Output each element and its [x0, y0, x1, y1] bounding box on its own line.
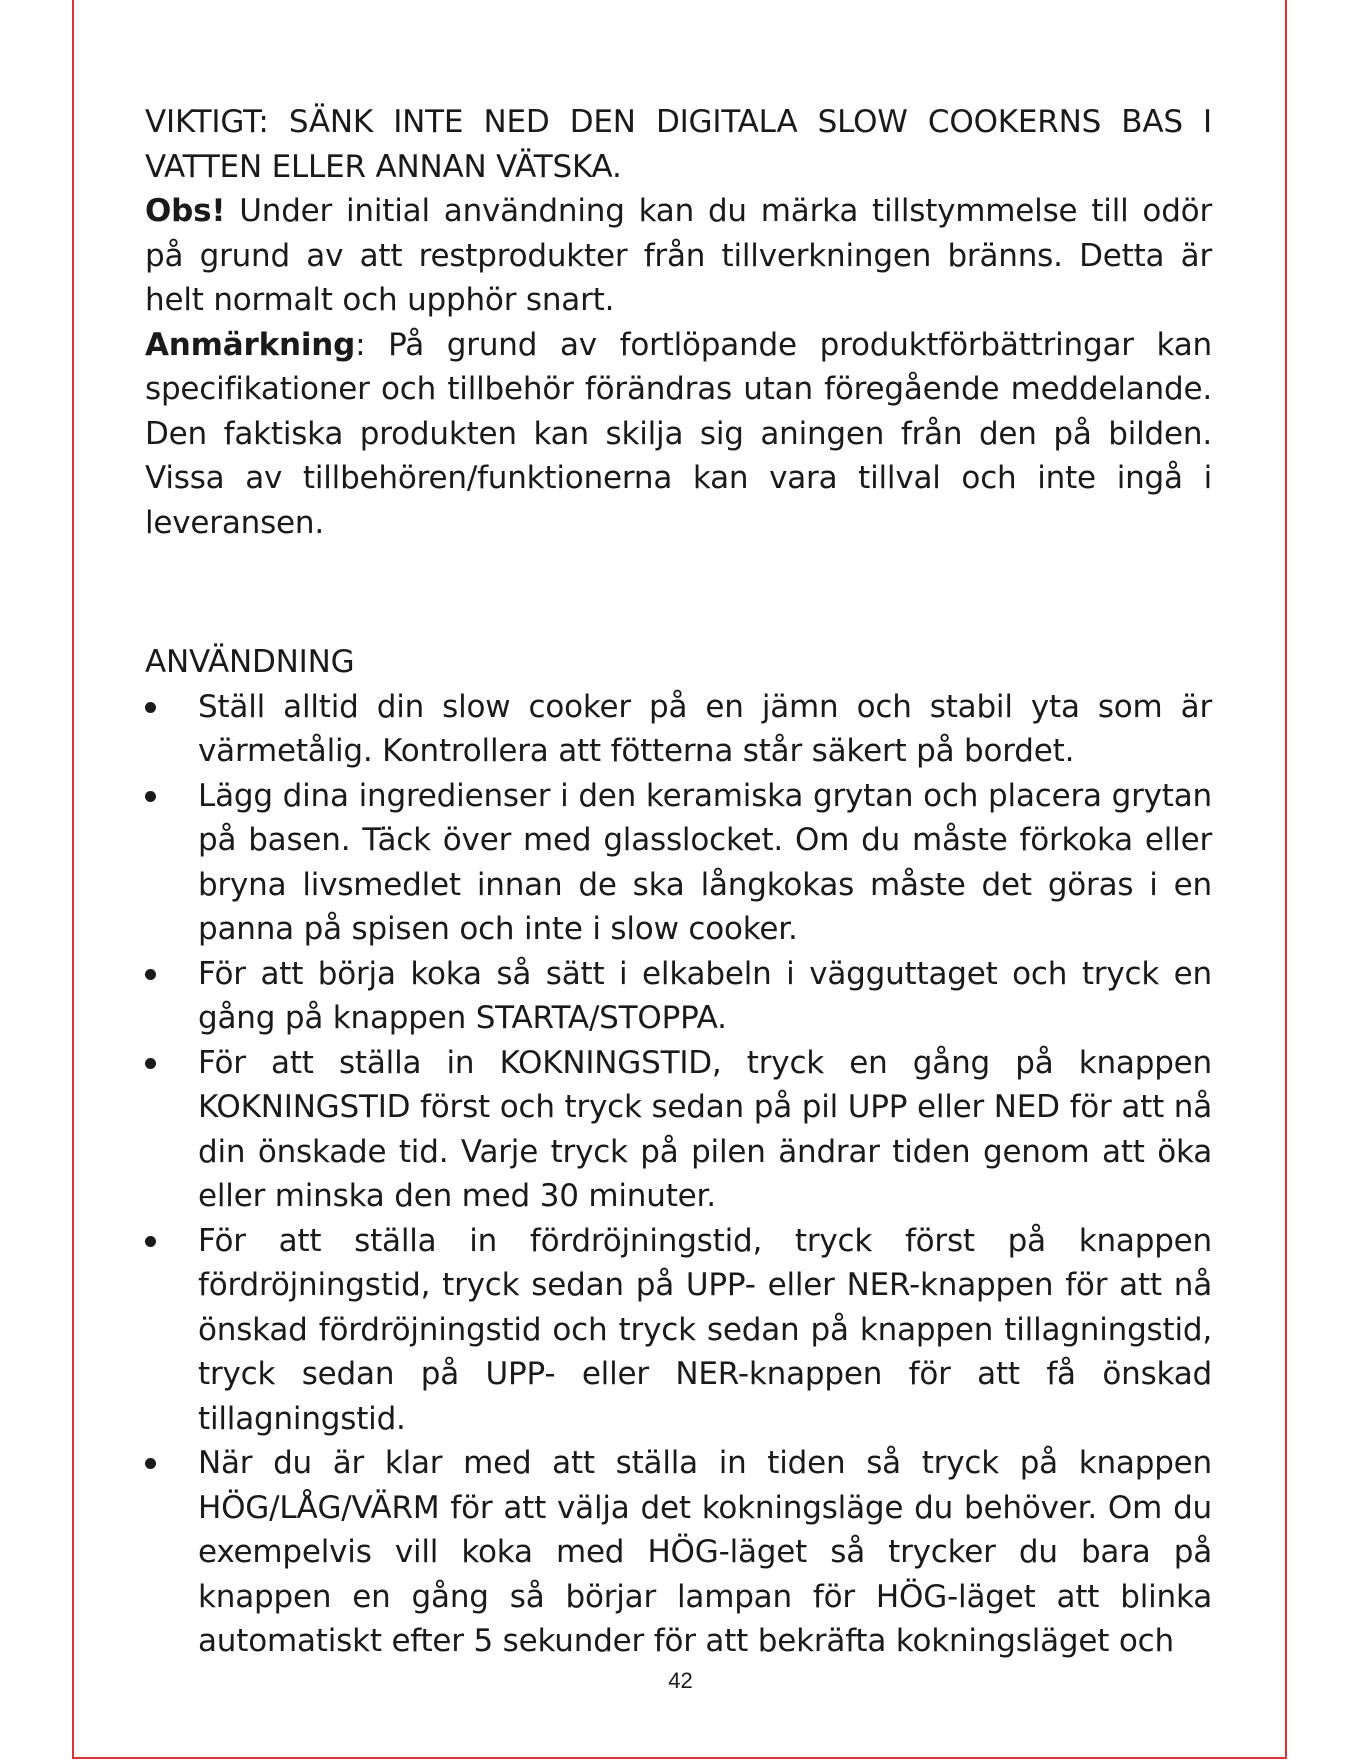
list-item-text: För att börja koka så sätt i elkabeln i vägguttaget och tryck en gång på knappen STARTA/STOPPA. [198, 955, 1212, 1036]
bullet-icon [145, 1458, 156, 1469]
bullet-icon [145, 702, 156, 713]
warning-text: VIKTIGT: SÄNK INTE NED DEN DIGITALA SLOW COOKERNS BAS I VATTEN ELLER ANNAN VÄTSKA. [145, 104, 1212, 185]
usage-heading: ANVÄNDNING [145, 644, 355, 680]
list-item [145, 685, 1212, 774]
list-item [145, 1041, 1212, 1219]
list-item-text: För att ställa in fördröjningstid, tryck först på knappen fördröjningstid, tryck sedan på UPP- eller NER-knappen för att nå önskad fördröjningstid och tryck sedan på knappen tillagningstid, tryck sedan på UPP- eller NER-knappen för att få önskad tillagningstid. [198, 1222, 1212, 1437]
list-item [145, 774, 1212, 952]
bullet-icon [145, 969, 156, 980]
note-label: Obs! [145, 193, 226, 229]
list-item [145, 1219, 1212, 1442]
bullet-icon [145, 791, 156, 802]
page-number: 42 [668, 1668, 693, 1693]
list-item [145, 952, 1212, 1041]
list-item-text: För att ställa in KOKNINGSTID, tryck en gång på knappen KOKNINGSTID först och tryck sedan på pil UPP eller NED för att nå din önskade tid. Varje tryck på pilen ändrar tiden genom att öka eller minska den med 30 minuter. [198, 1044, 1212, 1214]
remark-label: Anmärkning [145, 326, 356, 363]
bullet-icon [145, 1236, 156, 1247]
list-item-text: Ställ alltid din slow cooker på en jämn och stabil yta som är värmetålig. Kontrollera att fötterna står säkert på bordet. [198, 688, 1212, 769]
bullet-icon [145, 1058, 156, 1069]
remark-text: : På grund av fortlöpande produktförbättringar kan specifikationer och tillbehör förändras utan föregående meddelande. Den faktiska produkten kan skilja sig aningen från den på bilden. Vissa av tillbehören/funktionerna kan vara tillval och inte ingå i leveransen. [145, 326, 1212, 541]
note-text: Under initial användning kan du märka tillstymmelse till odör på grund av att restprodukter från tillverkningen bränns. Detta är helt normalt och upphör snart. [145, 193, 1212, 318]
list-item-text: När du är klar med att ställa in tiden så tryck på knappen HÖG/LÅG/VÄRM för att välja det kokningsläge du behöver. Om du exempelvis vill koka med HÖG-läget så trycker du bara på knappen en gång så börjar lampan för HÖG-läget att blinka automatiskt efter 5 sekunder för att bekräfta kokningsläget och [198, 1445, 1212, 1659]
note-paragraph [145, 189, 1212, 323]
usage-list [145, 685, 1212, 1664]
list-item-text: Lägg dina ingredienser i den keramiska grytan och placera grytan på basen. Täck över med glasslocket. Om du måste förkoka eller bryna livsmedlet innan de ska långkokas måste det göras i en panna på spisen och inte i slow cooker. [198, 777, 1212, 947]
remark-paragraph [145, 323, 1212, 546]
list-item [145, 1441, 1212, 1664]
document-body [145, 100, 1212, 1664]
